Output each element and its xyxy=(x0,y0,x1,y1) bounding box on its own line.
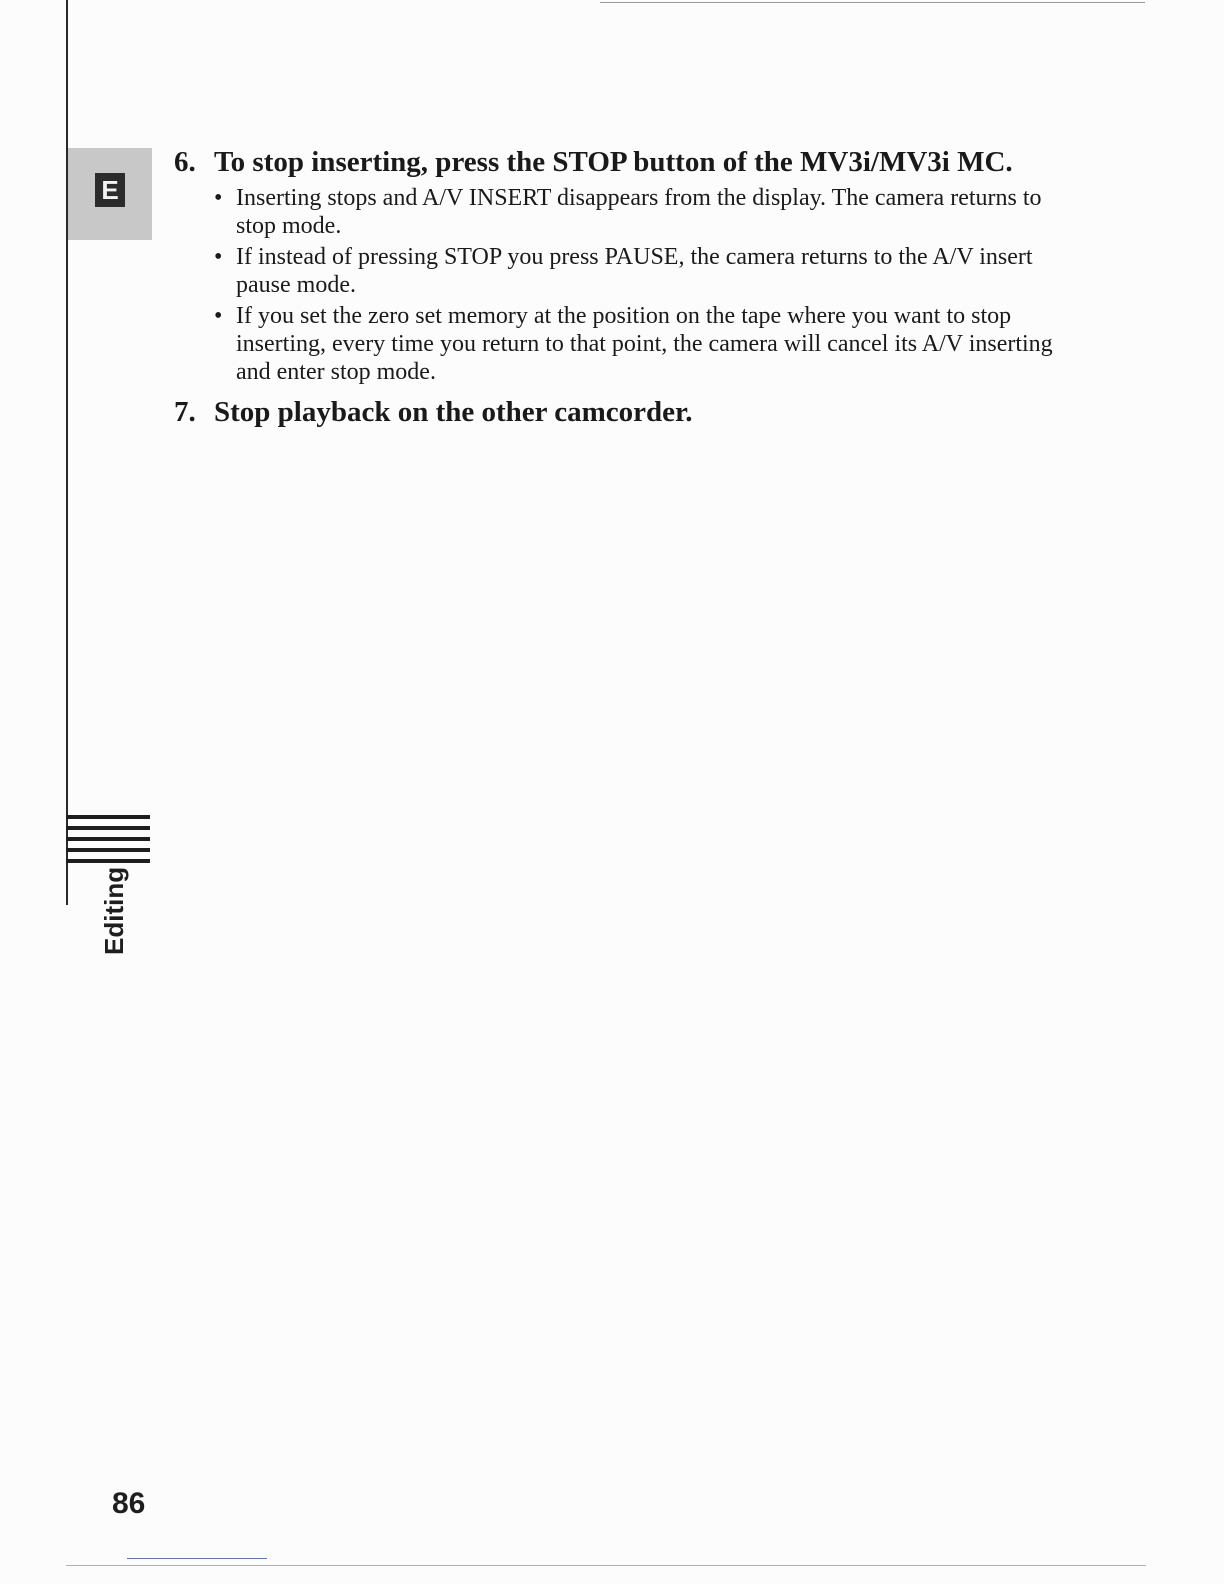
section-bar xyxy=(66,848,150,852)
bottom-rule xyxy=(66,1565,1146,1566)
bullet-icon: • xyxy=(214,185,223,211)
section-bar xyxy=(66,837,150,841)
bullet-icon: • xyxy=(214,303,223,329)
section-bar xyxy=(66,859,150,863)
step-7 xyxy=(174,390,1074,434)
list-item-text: If instead of pressing STOP you press PAUSE, the camera returns to the A/V insert pause mode. xyxy=(236,244,1033,298)
list-item-text: If you set the zero set memory at the position on the tape where you want to stop inserting, every time you return to that point, the camera will cancel its A/V inserting and enter stop mode. xyxy=(236,303,1053,385)
step-number: 7. xyxy=(174,396,196,428)
step-6 xyxy=(174,140,1074,184)
section-bar xyxy=(66,826,150,830)
instructions xyxy=(174,140,1074,434)
top-rule xyxy=(600,2,1145,3)
page-number: 86 xyxy=(112,1487,146,1520)
step-6-notes xyxy=(174,184,1074,386)
list-item xyxy=(214,243,1056,299)
left-margin-rule xyxy=(66,0,68,905)
list-item xyxy=(214,302,1056,386)
step-number: 6. xyxy=(174,146,196,178)
language-tab-letter: E xyxy=(95,173,125,207)
bottom-accent-rule xyxy=(127,1558,267,1559)
section-marker-bars xyxy=(66,815,150,870)
bullet-icon: • xyxy=(214,244,223,270)
step-heading: To stop inserting, press the STOP button of the MV3i/MV3i MC. xyxy=(214,146,1013,178)
step-heading: Stop playback on the other camcorder. xyxy=(214,396,693,428)
list-item xyxy=(214,184,1056,240)
section-bar xyxy=(66,815,150,819)
section-label: Editing xyxy=(99,866,129,955)
list-item-text: Inserting stops and A/V INSERT disappears from the display. The camera returns to stop mode. xyxy=(236,185,1042,239)
